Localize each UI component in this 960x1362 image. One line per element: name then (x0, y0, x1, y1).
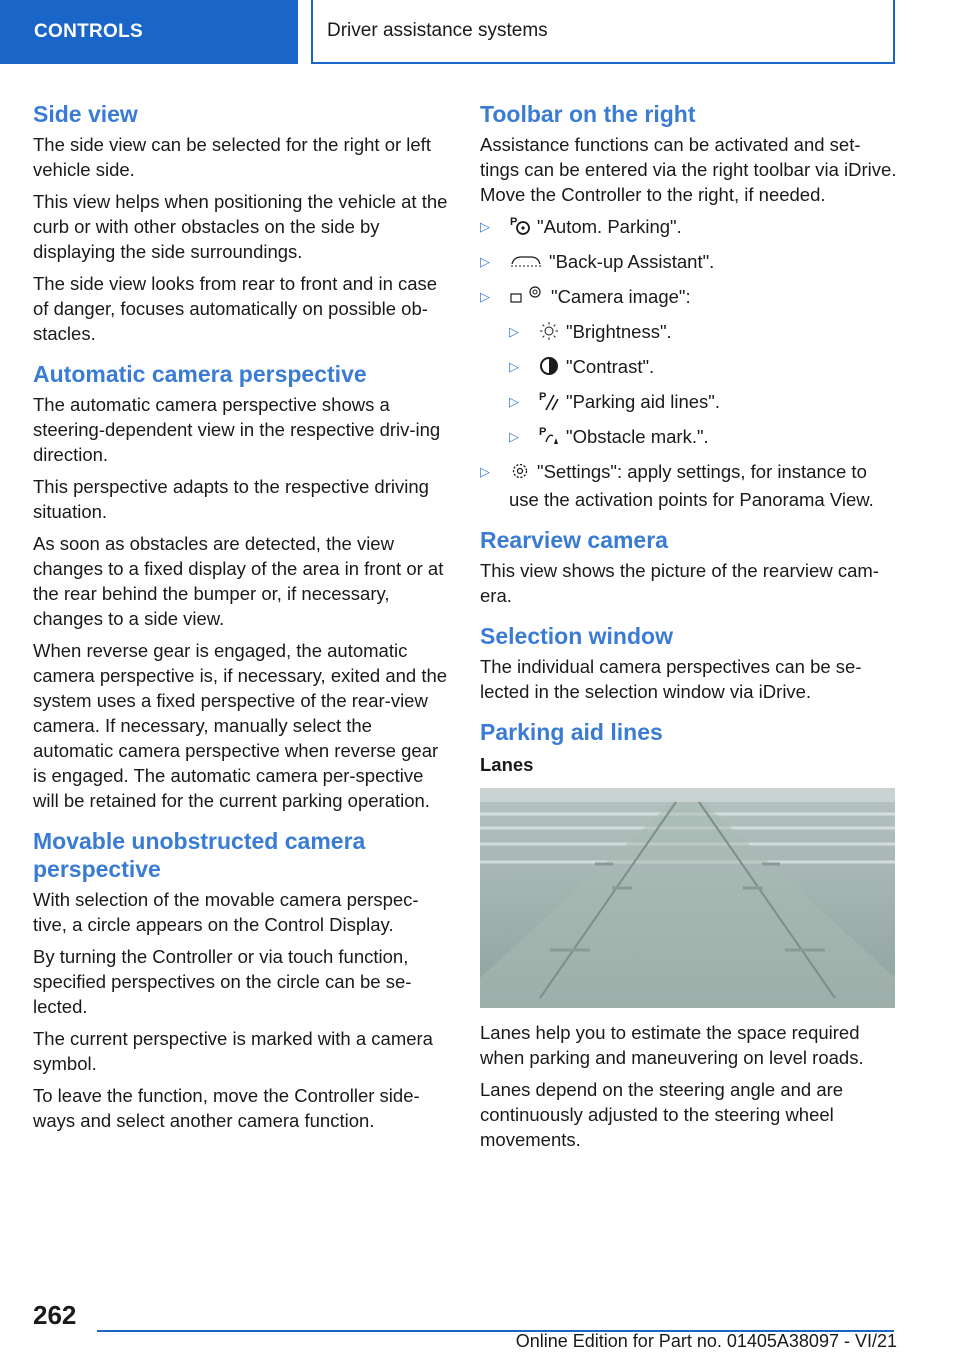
heading-rearview-camera: Rearview camera (480, 527, 668, 553)
paragraph: Assistance functions can be activated and set-tings can be entered via the right toolbar via iDrive. Move the Controller to the right, if needed. (480, 134, 897, 205)
list-item-label: "Back-up Assistant". (549, 251, 715, 272)
svg-text:P: P (539, 426, 547, 438)
paragraph: This perspective adapts to the respective driving situation. (33, 476, 429, 522)
list-item-label: "Brightness". (566, 321, 672, 342)
list-item-label: "Parking aid lines". (566, 391, 721, 412)
left-column (33, 100, 449, 1147)
paragraph: Lanes depend on the steering angle and are continuously adjusted to the steering wheel movements. (480, 1079, 844, 1150)
bullet-triangle-icon: ▷ (509, 429, 519, 444)
camera-settings-icon (509, 284, 545, 312)
heading-toolbar: Toolbar on the right (480, 101, 696, 127)
parking-lines-icon (538, 389, 560, 417)
paragraph: This view shows the picture of the rearview cam-era. (480, 560, 879, 606)
paragraph: The individual camera perspectives can be se-lected in the selection window via iDrive. (480, 656, 862, 702)
paragraph: When reverse gear is engaged, the automatic camera perspective is, if necessary, exited and the system uses a fixed perspective of the rear-view camera. If necessary, manually select the automatic camera perspective when reverse gear is engaged. The automatic camera per-spective will be retained for the current parking operation. (33, 640, 448, 811)
heading-automatic-perspective: Automatic camera perspective (33, 361, 367, 387)
paragraph: This view helps when positioning the vehicle at the curb or with other obstacles on the side by displaying the side surroundings. (33, 191, 448, 262)
bullet-triangle-icon: ▷ (480, 219, 490, 234)
section-rearview-camera (480, 526, 898, 608)
brightness-icon (538, 321, 560, 347)
list-item-backup-assistant (480, 249, 898, 277)
footer-edition: Online Edition for Part no. 01405A38097 - VI/21 (515, 1331, 897, 1351)
paragraph: With selection of the movable camera perspec-tive, a circle appears on the Control Display. (33, 889, 419, 935)
list-item-label: "Camera image": (551, 286, 691, 307)
heading-movable-perspective: Movable unobstructed camera perspective (33, 828, 366, 882)
svg-text:P: P (539, 391, 547, 403)
section-side-view (33, 100, 449, 346)
list-item-parking-aid-lines (480, 389, 898, 417)
section-parking-aid-lines (480, 718, 898, 1152)
subheading-lanes: Lanes (480, 754, 534, 775)
list-item-autom-parking (480, 214, 898, 242)
paragraph: As soon as obstacles are detected, the view changes to a fixed display of the area in front or at the rear behind the bumper or, if necessary, changes to a side view. (33, 533, 444, 629)
heading-parking-aid-lines: Parking aid lines (480, 719, 663, 745)
paragraph: To leave the function, move the Controller side-ways and select another camera function. (33, 1085, 420, 1131)
header-section: CONTROLS (0, 0, 298, 64)
paragraph: The automatic camera perspective shows a steering-dependent view in the respective driv-ing direction. (33, 394, 441, 465)
paragraph: By turning the Controller or via touch function, specified perspectives on the circle can be se-lected. (33, 946, 412, 1017)
bullet-triangle-icon: ▷ (509, 359, 519, 374)
paragraph: The side view looks from rear to front and in case of danger, focuses automatically on possible ob-stacles. (33, 273, 438, 344)
bullet-triangle-icon: ▷ (480, 464, 490, 479)
parking-steering-icon (509, 214, 531, 242)
bullet-triangle-icon: ▷ (509, 324, 519, 339)
right-column (480, 100, 898, 1166)
list-item-label: "Autom. Parking". (537, 216, 682, 237)
paragraph: The current perspective is marked with a camera symbol. (33, 1028, 433, 1074)
list-item-settings (480, 459, 898, 512)
bullet-triangle-icon: ▷ (480, 289, 490, 304)
paragraph: Lanes help you to estimate the space required when parking and maneuvering on level roads. (480, 1022, 864, 1068)
list-item-obstacle-mark (480, 424, 898, 452)
obstacle-mark-icon (538, 424, 560, 452)
bullet-triangle-icon: ▷ (509, 394, 519, 409)
list-item-contrast (480, 354, 898, 382)
list-item-label: "Settings": apply settings, for instance to use the activation points for Panorama View. (509, 461, 874, 510)
lanes-illustration (480, 788, 895, 1008)
heading-selection-window: Selection window (480, 623, 673, 649)
bullet-triangle-icon: ▷ (480, 254, 490, 269)
page-number: 262 (33, 1300, 77, 1330)
section-automatic-perspective (33, 360, 449, 813)
list-item-camera-image (480, 284, 898, 312)
list-item-label: "Obstacle mark.". (566, 426, 709, 447)
contrast-icon (538, 356, 560, 382)
section-movable-perspective (33, 827, 449, 1133)
list-item-brightness (480, 319, 898, 347)
backup-car-icon (509, 251, 543, 277)
section-selection-window (480, 622, 898, 704)
section-toolbar (480, 100, 898, 512)
paragraph: The side view can be selected for the right or left vehicle side. (33, 134, 431, 180)
header-chapter: Driver assistance systems (311, 0, 895, 64)
toolbar-list (480, 214, 898, 512)
heading-side-view: Side view (33, 101, 138, 127)
list-item-label: "Contrast". (566, 356, 655, 377)
gear-icon (509, 461, 531, 487)
svg-text:P: P (510, 216, 518, 228)
